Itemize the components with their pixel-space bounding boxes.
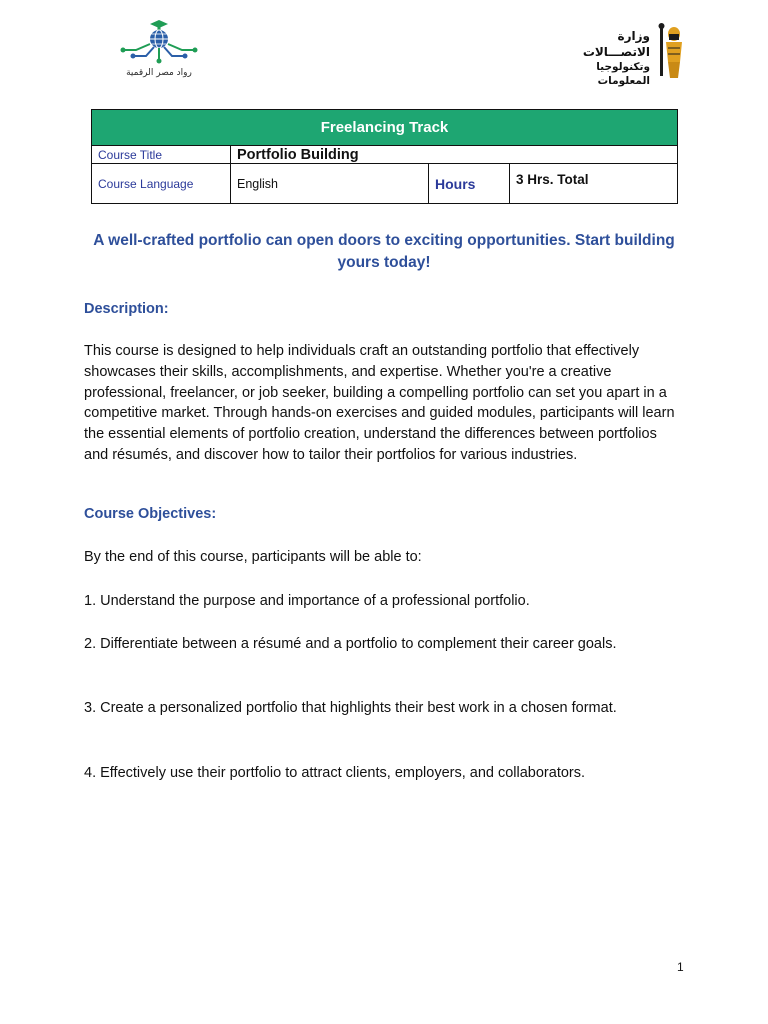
objective-item: 4. Effectively use their portfolio to attract clients, employers, and collaborators. <box>84 765 586 781</box>
course-title-value: Portfolio Building <box>231 146 678 164</box>
course-info-table <box>91 109 678 204</box>
objectives-heading: Course Objectives: <box>84 506 217 522</box>
course-title-label: Course Title <box>92 146 231 164</box>
description-heading: Description: <box>84 301 169 317</box>
course-language-label: Course Language <box>92 164 231 204</box>
page-number: 1 <box>677 960 684 974</box>
digital-egypt-pioneers-logo <box>116 18 202 82</box>
description-body: This course is designed to help individuals craft an outstanding portfolio that effectively showcases their skills, accomplishments, and expertise. Whether you're a creative professional, freelancer, or job seeker, building a compelling portfolio can set you apart in a competitive market. Through hands-on exercises and guided modules, participants will learn the essential elements of portfolio creation, understand the differences between portfolios and résumés, and discover how to tailor their portfolios for various industries. <box>84 343 675 463</box>
objective-item: 3. Create a personalized portfolio that highlights their best work in a chosen format. <box>84 700 617 716</box>
ministry-logo <box>560 22 690 87</box>
objectives-intro: By the end of this course, participants will be able to: <box>84 549 422 565</box>
hours-value: 3 Hrs. Total <box>510 164 678 204</box>
objective-item: 1. Understand the purpose and importance of a professional portfolio. <box>84 593 530 609</box>
tagline: A well-crafted portfolio can open doors to exciting opportunities. Start building yours today! <box>93 232 675 271</box>
pharaoh-figure-icon <box>654 22 690 80</box>
ministry-logo-text <box>560 28 650 88</box>
track-title: Freelancing Track <box>92 110 678 146</box>
logo-caption: رواد مصر الرقمية <box>126 68 192 78</box>
objective-item: 2. Differentiate between a résumé and a portfolio to complement their career goals. <box>84 636 617 652</box>
ministry-line-1: وزارة الاتصـــالات <box>582 29 650 59</box>
globe-circuit-icon <box>116 18 202 68</box>
course-language-value: English <box>231 164 429 204</box>
ministry-line-2: وتكنولوجيا المعلومات <box>596 61 650 87</box>
hours-label: Hours <box>429 164 510 204</box>
